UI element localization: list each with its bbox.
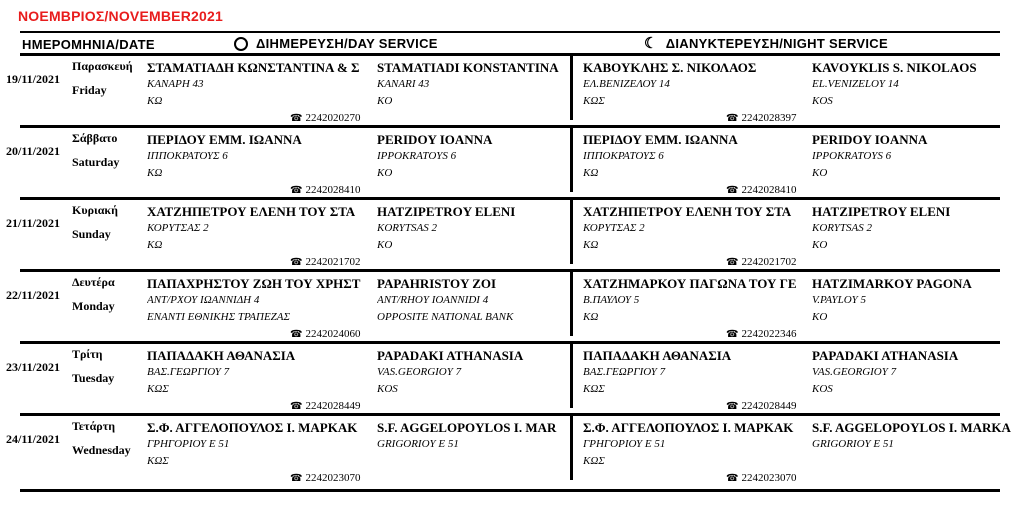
day-pharmacy-en	[377, 275, 567, 326]
phone-number: 2242021702	[741, 256, 797, 268]
table-row	[0, 416, 1026, 488]
column-divider	[570, 272, 573, 336]
pharmacy-address: VAS.GEORGIOY 7	[377, 366, 462, 378]
day-pharmacy-gr	[147, 59, 369, 110]
phone-icon: ☎	[290, 401, 303, 412]
column-divider	[570, 416, 573, 480]
pharmacy-city: KO	[812, 167, 828, 179]
header-night-service-label: ΔΙΑΝΥΚΤΕΡΕΥΣΗ/NIGHT SERVICE	[665, 36, 888, 51]
pharmacy-city: ΚΩΣ	[147, 455, 169, 467]
pharmacy-name: PERIDOY IOANNA	[812, 132, 928, 147]
table-row	[0, 128, 1026, 200]
pharmacy-address: ANT/RHOY IOANNIDI 4	[377, 294, 489, 306]
pharmacy-city: KO	[812, 311, 828, 323]
pharmacy-address: IPPOKRATOYS 6	[812, 150, 892, 162]
pharmacy-city: KOS	[377, 383, 398, 395]
day-pharmacy-gr	[147, 419, 369, 470]
pharmacy-name: ΠΑΠΑΧΡΗΣΤΟΥ ΖΩΗ ΤΟΥ ΧΡΗΣΤ	[147, 276, 361, 291]
pharmacy-city: KO	[377, 167, 393, 179]
phone-icon: ☎	[726, 473, 739, 484]
pharmacy-address: ΒΑΣ.ΓΕΩΡΓΙΟΥ 7	[583, 366, 666, 378]
table-row	[0, 56, 1026, 128]
table-row	[0, 344, 1026, 416]
day-pharmacy-gr	[147, 203, 369, 254]
column-divider	[570, 128, 573, 192]
pharmacy-city: KOS	[812, 95, 833, 107]
pharmacy-name: STAMATIADI KONSTANTINA	[377, 60, 559, 75]
pharmacy-address: V.PAYLOY 5	[812, 294, 867, 306]
phone-icon: ☎	[290, 185, 303, 196]
pharmacy-city: KO	[377, 95, 393, 107]
row-day-en: Monday	[72, 299, 115, 313]
pharmacy-address: ΚΟΡΥΤΣΑΣ 2	[147, 222, 209, 234]
day-phone	[290, 472, 360, 484]
pharmacy-city: ΚΩΣ	[583, 95, 605, 107]
phone-icon: ☎	[726, 257, 739, 268]
phone-number: 2242020270	[305, 112, 361, 124]
pharmacy-name: ΧΑΤΖΗΠΕΤΡΟΥ ΕΛΕΝΗ ΤΟΥ ΣΤΑ	[583, 204, 792, 219]
pharmacy-city: ΚΩ	[147, 239, 163, 251]
night-pharmacy-en	[812, 131, 1024, 182]
pharmacy-address: ΚΟΡΥΤΣΑΣ 2	[583, 222, 645, 234]
pharmacy-address: VAS.GEORGIOY 7	[812, 366, 897, 378]
pharmacy-address: ΚΑΝΑΡΗ 43	[147, 78, 204, 90]
pharmacy-city: ΚΩ	[583, 167, 599, 179]
phone-number: 2242028397	[741, 112, 797, 124]
header-day-service	[234, 36, 438, 51]
pharmacy-name: ΧΑΤΖΗΜΑΡΚΟΥ ΠΑΓΩΝΑ ΤΟΥ ΓΕ	[583, 276, 797, 291]
pharmacy-name: ΠΑΠΑΔΑΚΗ ΑΘΑΝΑΣΙΑ	[147, 348, 296, 363]
pharmacy-address: GRIGORIOY E 51	[377, 438, 459, 450]
phone-icon: ☎	[726, 329, 739, 340]
row-day-en: Wednesday	[72, 443, 131, 457]
row-day-gr: Τετάρτη	[72, 419, 116, 433]
pharmacy-city: ΚΩ	[147, 95, 163, 107]
day-pharmacy-en	[377, 347, 567, 398]
column-divider	[570, 56, 573, 120]
pharmacy-name: PAPADAKI ATHANASIA	[377, 348, 524, 363]
day-phone	[290, 256, 360, 268]
row-rule	[20, 489, 1000, 492]
night-pharmacy-en	[812, 275, 1024, 326]
pharmacy-name: KAVOYKLIS S. NIKOLAOS	[812, 60, 977, 75]
pharmacy-address: ΓΡΗΓΟΡΙΟΥ Ε 51	[147, 438, 230, 450]
night-pharmacy-en	[812, 347, 1024, 398]
day-phone	[290, 112, 360, 124]
pharmacy-city: ΚΩΣ	[147, 383, 169, 395]
pharmacy-address: EL.VENIZELOY 14	[812, 78, 899, 90]
table-row	[0, 200, 1026, 272]
pharmacy-name: ΚΑΒΟΥΚΛΗΣ Σ. ΝΙΚΟΛΑΟΣ	[583, 60, 757, 75]
day-pharmacy-gr	[147, 131, 369, 182]
phone-icon: ☎	[726, 401, 739, 412]
row-day-en: Friday	[72, 83, 107, 97]
pharmacy-name: Σ.Φ. ΑΓΓΕΛΟΠΟΥΛΟΣ Ι. ΜΑΡΚΑΚ	[583, 420, 794, 435]
night-pharmacy-gr	[583, 275, 805, 326]
night-pharmacy-gr	[583, 203, 805, 254]
pharmacy-name: ΧΑΤΖΗΠΕΤΡΟΥ ΕΛΕΝΗ ΤΟΥ ΣΤΑ	[147, 204, 356, 219]
phone-number: 2242022346	[741, 328, 797, 340]
table-row	[0, 272, 1026, 344]
row-day-gr: Παρασκευή	[72, 59, 133, 73]
pharmacy-address: KORYTSAS 2	[812, 222, 873, 234]
phone-number: 2242024060	[305, 328, 361, 340]
pharmacy-name: PAPAHRISTOY ZOI	[377, 276, 497, 291]
night-phone	[726, 256, 796, 268]
pharmacy-city: KO	[377, 239, 393, 251]
pharmacy-city: ΚΩ	[583, 311, 599, 323]
phone-number: 2242023070	[741, 472, 797, 484]
day-pharmacy-en	[377, 59, 567, 110]
row-day-gr: Δευτέρα	[72, 275, 115, 289]
day-pharmacy-gr	[147, 347, 369, 398]
phone-number: 2242021702	[305, 256, 361, 268]
pharmacy-name: S.F. AGGELOPOYLOS I. MARKA	[812, 420, 1011, 435]
pharmacy-city: ΚΩ	[147, 167, 163, 179]
pharmacy-name: HATZIMARKOY PAGONA	[812, 276, 972, 291]
phone-number: 2242028449	[741, 400, 797, 412]
pharmacy-city: ΚΩΣ	[583, 383, 605, 395]
header-date: ΗΜΕΡΟΜΗΝΙΑ/DATE	[22, 37, 155, 52]
phone-icon: ☎	[726, 185, 739, 196]
row-day-gr: Τρίτη	[72, 347, 103, 361]
pharmacy-city: ΚΩΣ	[583, 455, 605, 467]
pharmacy-city: ΚΩ	[583, 239, 599, 251]
pharmacy-address: ΕΛ.ΒΕΝΙΖΕΛΟΥ 14	[583, 78, 670, 90]
night-pharmacy-en	[812, 419, 1024, 470]
phone-number: 2242028449	[305, 400, 361, 412]
night-pharmacy-en	[812, 59, 1024, 110]
night-phone	[726, 112, 796, 124]
pharmacy-name: PERIDOY IOANNA	[377, 132, 493, 147]
pharmacy-city: KOS	[812, 383, 833, 395]
column-divider	[570, 200, 573, 264]
day-pharmacy-en	[377, 131, 567, 182]
row-day-gr: Κυριακή	[72, 203, 118, 217]
night-pharmacy-gr	[583, 131, 805, 182]
pharmacy-address: ΙΠΠΟΚΡΑΤΟΥΣ 6	[147, 150, 228, 162]
night-phone	[726, 328, 796, 340]
phone-number: 2242023070	[305, 472, 361, 484]
pharmacy-address: KANARI 43	[377, 78, 430, 90]
pharmacy-name: ΣΤΑΜΑΤΙΑΔΗ ΚΩΝΣΤΑΝΤΙΝΑ & Σ	[147, 60, 360, 75]
row-date: 19/11/2021	[6, 72, 61, 86]
pharmacy-name: ΠΕΡΙΔΟΥ ΕΜΜ. ΙΩΑΝΝΑ	[147, 132, 302, 147]
row-day-en: Tuesday	[72, 371, 115, 385]
row-day-gr: Σάββατο	[72, 131, 118, 145]
pharmacy-address: GRIGORIOY E 51	[812, 438, 894, 450]
column-divider	[570, 344, 573, 408]
night-pharmacy-gr	[583, 59, 805, 110]
day-phone	[290, 400, 360, 412]
night-phone	[726, 472, 796, 484]
row-day-en: Sunday	[72, 227, 111, 241]
phone-number: 2242028410	[305, 184, 361, 196]
pharmacy-note: OPPOSITE NATIONAL BANK	[377, 311, 514, 323]
pharmacy-name: ΠΕΡΙΔΟΥ ΕΜΜ. ΙΩΑΝΝΑ	[583, 132, 738, 147]
pharmacy-name: Σ.Φ. ΑΓΓΕΛΟΠΟΥΛΟΣ Ι. ΜΑΡΚΑΚ	[147, 420, 358, 435]
pharmacy-address: IPPOKRATOYS 6	[377, 150, 457, 162]
pharmacy-address: Β.ΠΑΥΛΟΥ 5	[583, 294, 640, 306]
header-night-service	[644, 36, 888, 51]
pharmacy-name: HATZIPETROY ELENI	[812, 204, 951, 219]
row-date: 20/11/2021	[6, 144, 61, 158]
row-date: 23/11/2021	[6, 360, 61, 374]
day-pharmacy-en	[377, 419, 567, 470]
row-date: 22/11/2021	[6, 288, 61, 302]
night-pharmacy-gr	[583, 347, 805, 398]
table-header	[20, 35, 1000, 53]
phone-icon: ☎	[290, 113, 303, 124]
sun-icon	[234, 37, 248, 51]
phone-icon: ☎	[726, 113, 739, 124]
pharmacy-note: ΕΝΑΝΤΙ ΕΘΝΙΚΗΣ ΤΡΑΠΕΖΑΣ	[147, 311, 291, 323]
pharmacy-name: HATZIPETROY ELENI	[377, 204, 516, 219]
pharmacy-name: PAPADAKI ATHANASIA	[812, 348, 959, 363]
day-phone	[290, 184, 360, 196]
phone-icon: ☎	[290, 257, 303, 268]
row-day-en: Saturday	[72, 155, 120, 169]
pharmacy-address: ΒΑΣ.ΓΕΩΡΓΙΟΥ 7	[147, 366, 230, 378]
day-pharmacy-gr	[147, 275, 369, 326]
header-day-service-label: ΔΙΗΜΕΡΕΥΣΗ/DAY SERVICE	[256, 36, 438, 51]
page-title: ΝΟΕΜΒΡΙΟΣ/NOVEMBER2021	[18, 8, 223, 24]
pharmacy-address: ΙΠΠΟΚΡΑΤΟΥΣ 6	[583, 150, 664, 162]
pharmacy-address: ΓΡΗΓΟΡΙΟΥ Ε 51	[583, 438, 666, 450]
night-phone	[726, 400, 796, 412]
header-top-rule	[20, 31, 1000, 33]
phone-icon: ☎	[290, 329, 303, 340]
pharmacy-address: KORYTSAS 2	[377, 222, 438, 234]
phone-icon: ☎	[290, 473, 303, 484]
pharmacy-name: ΠΑΠΑΔΑΚΗ ΑΘΑΝΑΣΙΑ	[583, 348, 732, 363]
moon-icon: ☾	[644, 34, 658, 52]
pharmacy-city: KO	[812, 239, 828, 251]
day-pharmacy-en	[377, 203, 567, 254]
pharmacy-name: S.F. AGGELOPOYLOS I. MAR	[377, 420, 557, 435]
pharmacy-city	[812, 453, 1024, 470]
row-date: 21/11/2021	[6, 216, 61, 230]
pharmacy-city	[377, 453, 567, 470]
night-pharmacy-gr	[583, 419, 805, 470]
night-phone	[726, 184, 796, 196]
phone-number: 2242028410	[741, 184, 797, 196]
row-date: 24/11/2021	[6, 432, 61, 446]
day-phone	[290, 328, 360, 340]
night-pharmacy-en	[812, 203, 1024, 254]
pharmacy-address: ΑΝΤ/ΡΧΟΥ ΙΩΑΝΝΙΔΗ 4	[147, 294, 260, 306]
